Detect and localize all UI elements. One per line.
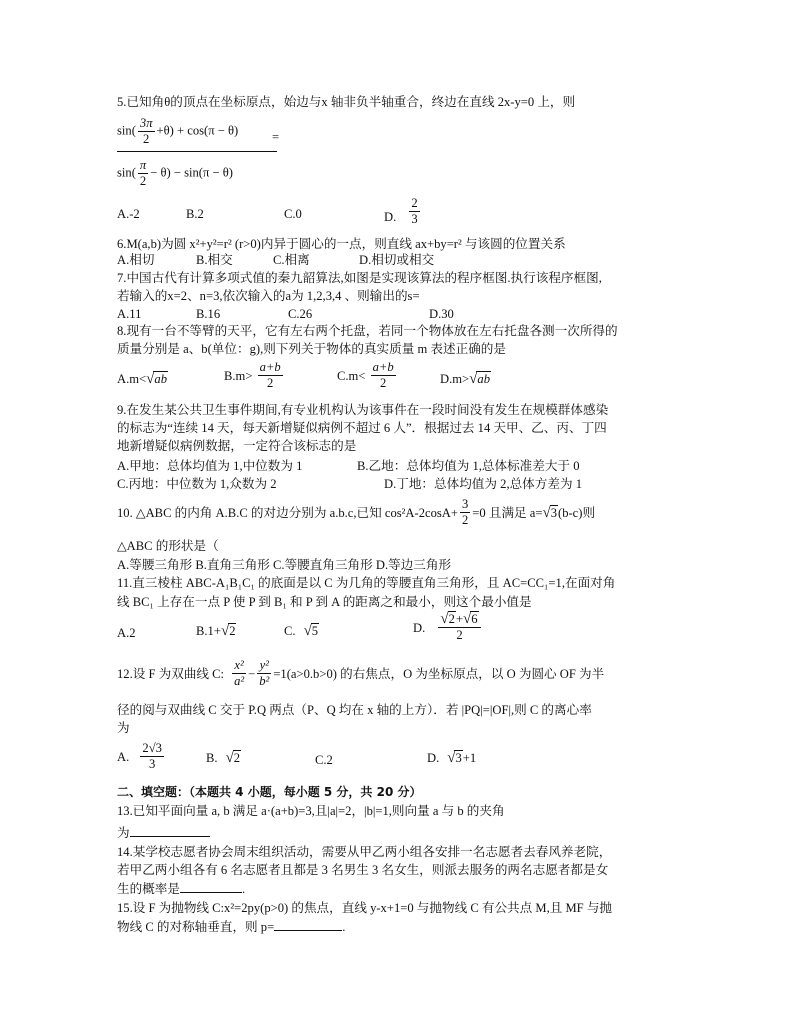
q6-option-d: D.相切或相交 — [359, 253, 435, 267]
q12-line3: 为 — [117, 721, 130, 735]
q8-option-d: D.m>√ab — [440, 371, 490, 387]
q8-line2: 质量分别是 a、b(单位：g),则下列关于物体的真实质量 m 表述正确的是 — [117, 342, 506, 356]
q14-line2: 若甲乙两小组各有 6 名志愿者且都是 3 名男生 3 名女生，则派去服务的两名志愿者都是女 — [117, 863, 609, 877]
q9-option-b: B.乙地：总体均值为 1,总体标准差大于 0 — [357, 459, 580, 473]
q15-line1: 15.设 F 为抛物线 C:x²=2py(p>0) 的焦点，直线 y-x+1=0 与抛物线 C 有公共点 M,且 MF 与抛 — [117, 901, 613, 915]
q11-line1: 11.直三棱柱 ABC-A₁B₁C₁ 的底面是以 C 为几角的等腰直角三角形，且 AC=CC₁=1,在面对角 — [117, 576, 616, 590]
q6-option-c: C.相离 — [273, 253, 310, 267]
q12-option-d: D. √3+1 — [427, 750, 477, 766]
q6-option-b: B.相交 — [196, 253, 233, 267]
q9-option-c: C.丙地：中位数为 1,众数为 2 — [117, 477, 277, 491]
section-heading: 二、填空题：（本题共 4 小题，每小题 5 分，共 20 分） — [117, 785, 422, 799]
q12-line2: 径的阅与双曲线 C 交于 P.Q 两点（P、Q 均在 x 轴的上方）．若 |PQ|=|OF|,则 C 的离心率 — [117, 703, 592, 717]
q8-line1: 8.现有一台不等臂的天平，它有左右两个托盘，若同一个物体放在左右托盘各测一次所得的 — [117, 324, 618, 338]
q15-answer-blank[interactable] — [274, 918, 342, 931]
q7-option-b: B.16 — [196, 307, 221, 321]
q7-line2: 若输入的x=2、n=3,依次输入的a为 1,2,3,4 、则输出的s= — [117, 289, 420, 303]
q7-option-c: C.26 — [288, 307, 313, 321]
q12-line1: 12.设 F 为双曲线 C: $\frac{\text{x²}}{\text{a²}}$ − $\frac{\text{y²}}{\text{b²}}$ =1(a>0.b>0) 的右焦点，O 为坐标原点，以 O 为圆心 OF 为半 — [117, 658, 605, 688]
q12-option-c: C.2 — [315, 753, 333, 767]
q11-option-c: C. √5 — [284, 623, 319, 639]
q11-option-d: D. $\frac{√2+√6}{2}$ — [413, 612, 483, 643]
q5-numerator: sin( $\frac{3\pi}{2}$ +θ) + cos(π − θ) — [117, 116, 277, 152]
q10-options: A.等腰三角形 B.直角三角形 C.等腰直角三角形 D.等边三角形 — [117, 558, 452, 572]
q6-stem: 6.M(a,b)为圆 x²+y²=r² (r>0)内异于圆心的一点，则直线 ax+by=r² 与该圆的位置关系 — [117, 237, 566, 251]
q15-line2: 物线 C 的对称轴垂直，则 p= . — [117, 920, 346, 934]
q5-denominator: sin( $\frac{\pi}{2}$ − θ) − sin(π − θ) — [117, 158, 233, 188]
q7-option-a: A.11 — [117, 307, 142, 321]
q5-option-d: D. $\frac{2}{3}$ — [384, 196, 418, 226]
q9-line3: 地新增疑似病例数据，一定符合该标志的是 — [117, 439, 357, 453]
q10-line1: 10. △ABC 的内角 A.B.C 的对边分别为 a.b.c,已知 cos²A-2cosA+ $\frac{3}{2}$ =0 且满足 a=√3(b-c)则 — [117, 497, 596, 527]
q12-option-b: B. √2 — [206, 750, 241, 766]
q8-option-c: C.m< $\frac{a+b}{2}$ — [337, 360, 394, 390]
q14-line1: 14.某学校志愿者协会周末组织活动，需要从甲乙两小组各安排一名志愿者去春风养老院， — [117, 845, 612, 859]
q5-option-b: B.2 — [186, 207, 204, 221]
q7-line1: 7.中国古代有计算多项式值的秦九韶算法,如图是实现该算法的程序框图.执行该程序框图, — [117, 271, 602, 285]
q9-option-d: D.丁地：总体均值为 2,总体方差为 1 — [384, 477, 583, 491]
q12-option-a: A. $\frac{2√3}{3}$ — [117, 741, 162, 771]
q10-line2: △ABC 的形状是（ — [117, 539, 219, 553]
q9-line2: 的标志为“连续 14 天，每天新增疑似病例不超过 6 人”．根据过去 14 天甲、乙、丙、丁四 — [117, 421, 607, 435]
q5-stem: 5.已知角θ的顶点在坐标原点，始边与x 轴非负半轴重合，终边在直线 2x-y=0 上，则 — [117, 95, 576, 109]
q9-option-a: A.甲地：总体均值为 1,中位数为 1 — [117, 459, 303, 473]
q13-line1: 13.已知平面向量 a, b 满足 a·(a+b)=3,且|a|=2，|b|=1,则向量 a 与 b 的夹角 — [117, 804, 505, 818]
q5-option-a: A.-2 — [117, 207, 140, 221]
q6-option-a: A.相切 — [117, 253, 155, 267]
q5-expression — [117, 116, 280, 189]
q11-option-a: A.2 — [117, 626, 136, 640]
q13-answer-blank[interactable] — [130, 824, 210, 837]
q8-option-a: A.m<√ab — [117, 371, 167, 387]
q13-line2: 为 — [117, 824, 210, 841]
q5-equals: = — [272, 130, 280, 144]
q14-line3: 生的概率是 . — [117, 882, 246, 896]
q11-option-b: B.1+√2 — [196, 623, 236, 639]
q11-line2: 线 BC₁ 上存在一点 P 使 P 到 B₁ 和 P 到 A 的距离之和最小，则这个最小值是 — [117, 595, 532, 609]
q7-option-d: D.30 — [429, 307, 454, 321]
q9-line1: 9.在发生某公共卫生事件期间,有专业机构认为该事件在一段时间没有发生在规模群体感染 — [117, 403, 609, 417]
q5-option-c: C.0 — [284, 207, 302, 221]
q8-option-b: B.m> $\frac{a+b}{2}$ — [224, 360, 281, 390]
q14-answer-blank[interactable] — [180, 880, 242, 893]
